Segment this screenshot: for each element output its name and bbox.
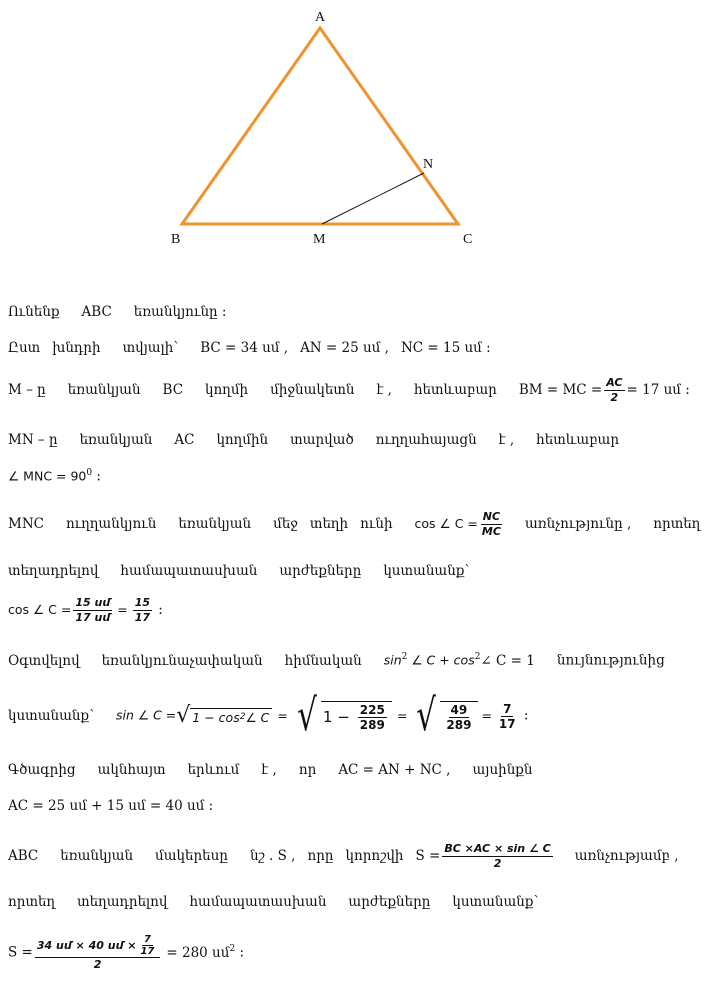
line-13: [8, 842, 678, 871]
fraction-15-17-units: $\frac{\text{15 սմ}}{\text{17 սմ}}$: [75, 596, 111, 624]
word: տեղադրելով: [8, 563, 99, 579]
line-4: [8, 432, 641, 448]
line-8: [8, 596, 163, 625]
word: հետևաբար: [536, 432, 620, 448]
word: Ըստ: [8, 340, 41, 356]
line-14: [8, 894, 560, 910]
word: կստանանք՝: [452, 894, 539, 910]
word: Ունենք: [8, 304, 60, 320]
word: կստանանք՝: [8, 707, 95, 724]
sqrt-1: √ 1 − cos 2 ∠ C: [176, 705, 272, 727]
fraction-15-17: $\frac{15}{17}$: [134, 596, 151, 624]
word: ABC: [8, 848, 39, 864]
word: ակնհայտ: [97, 762, 166, 778]
word: Գծագրից: [8, 762, 76, 778]
line-15: [8, 934, 244, 972]
word: երևում: [187, 762, 240, 778]
word: եռանկյան: [79, 432, 153, 448]
fraction-ac-2: $\frac{AC}{2}$: [606, 376, 623, 404]
word: տեղի: [309, 516, 349, 532]
word: :: [519, 707, 529, 724]
sin-formula: sin ∠ C =: [116, 707, 177, 723]
label-c: C: [463, 232, 473, 247]
superscript: 2: [401, 652, 408, 662]
identity: ∠ C + cos: [407, 652, 475, 668]
identity: ∠ C = 1: [480, 652, 535, 669]
word: տարված: [290, 432, 354, 448]
segment-mn: [322, 173, 424, 224]
word: MN – ը: [8, 432, 58, 448]
angle-mnc: ∠ MNC = 90: [8, 468, 87, 484]
word: MNC: [8, 516, 44, 532]
label-b: B: [171, 232, 181, 247]
word: տեղադրելով: [77, 894, 168, 910]
word: խնդրի: [52, 340, 101, 356]
fraction-nc-mc: $\frac{NC}{MC}$: [481, 510, 501, 538]
word: մակերեսը: [155, 848, 228, 864]
equals: =: [117, 602, 128, 617]
label-n: N: [423, 157, 434, 172]
equals: =: [396, 707, 408, 723]
fraction-area-values: 34 սմ × 40 սմ × $\frac{7}{17}$ 2: [35, 934, 161, 972]
cos-formula: cos ∠ C =: [8, 602, 72, 617]
given-bc: BC = 34 սմ ,: [200, 340, 289, 356]
given-an: AN = 25 սմ ,: [300, 340, 389, 356]
line-6: [8, 510, 700, 539]
word: է ,: [376, 382, 392, 398]
equals: =: [277, 707, 288, 723]
given-nc: NC = 15 սմ :: [400, 340, 491, 356]
word: :: [154, 602, 163, 618]
equals: =: [481, 707, 492, 723]
word: AC: [174, 432, 195, 448]
word: համապատասխան: [120, 563, 258, 579]
word: եռանկյունաչափական: [101, 652, 263, 669]
line-5: [8, 468, 101, 485]
fraction-7-17: $\frac{7}{17}$: [498, 701, 516, 731]
word: տվյալի՝: [122, 340, 179, 356]
word: եռանկյան: [178, 516, 252, 532]
word: եռանկյան: [67, 382, 141, 398]
word: ունի: [360, 516, 393, 532]
word: BC: [162, 382, 184, 398]
word: արժեքները: [279, 563, 362, 579]
word: :: [92, 468, 101, 485]
word: որ: [298, 762, 317, 778]
word: ABC: [81, 304, 112, 320]
formula-bm: BM = MC =: [518, 382, 603, 398]
sqrt-2: √ 1 − $\frac{225}{289}$: [293, 694, 392, 738]
line-12: [8, 798, 213, 814]
area-formula: S =: [415, 848, 441, 864]
line-9: [8, 652, 665, 669]
word: հիմնական: [284, 652, 362, 669]
word: M – ը: [8, 382, 46, 398]
area-result: S =: [8, 944, 33, 961]
label-m: M: [313, 232, 326, 247]
word: միջնակետն: [270, 382, 355, 398]
sqrt-3: √ $\frac{49}{289}$: [412, 694, 478, 738]
word: հետևաբար: [413, 382, 497, 398]
word: մեջ: [273, 516, 298, 532]
superscript: 2: [229, 944, 236, 954]
formula-ac-sum: AC = AN + NC ,: [338, 762, 451, 778]
triangle-abc: [182, 28, 458, 224]
cos-formula: cos ∠ C =: [414, 516, 478, 531]
word: առնչությամբ ,: [574, 848, 679, 864]
word: նույնությունից: [556, 652, 665, 669]
label-a: A: [315, 10, 326, 25]
line-1: [8, 304, 248, 320]
word: նշ . S ,: [249, 848, 296, 864]
word: = 17 սմ :: [626, 382, 690, 398]
word: ուղղահայացն: [375, 432, 477, 448]
word: որտեղ: [8, 894, 56, 910]
superscript: 2: [474, 652, 481, 662]
area-value: = 280 սմ: [166, 944, 230, 961]
triangle-figure: [0, 0, 718, 260]
word: է ,: [498, 432, 515, 448]
word: կստանանք՝: [383, 563, 470, 579]
formula-ac-value: AC = 25 սմ + 15 սմ = 40 սմ :: [8, 798, 214, 814]
word: Օգտվելով: [8, 652, 80, 669]
word: է ,: [261, 762, 277, 778]
word: առնչությունը ,: [524, 516, 632, 532]
word: կողմի: [205, 382, 249, 398]
line-10: [8, 690, 529, 741]
word: եռանկյան: [60, 848, 134, 864]
word: որը: [307, 848, 334, 864]
line-3: [8, 376, 690, 405]
identity: sin: [383, 652, 402, 668]
word: :: [235, 944, 245, 961]
superscript: 0: [86, 468, 93, 478]
word: որտեղ: [653, 516, 701, 532]
line-11: [8, 762, 532, 778]
word: այսինքն: [472, 762, 533, 778]
word: կորոշվի: [345, 848, 404, 864]
word: կողմին: [216, 432, 269, 448]
word: արժեքները: [348, 894, 431, 910]
word: համապատասխան: [189, 894, 327, 910]
word: ուղղանկյուն: [65, 516, 157, 532]
line-7: [8, 563, 491, 579]
fraction-area: $\frac{BC \times AC \times \sin \angle C}{2}$: [444, 842, 551, 870]
line-2: [8, 340, 503, 356]
word: եռանկյունը :: [133, 304, 227, 320]
